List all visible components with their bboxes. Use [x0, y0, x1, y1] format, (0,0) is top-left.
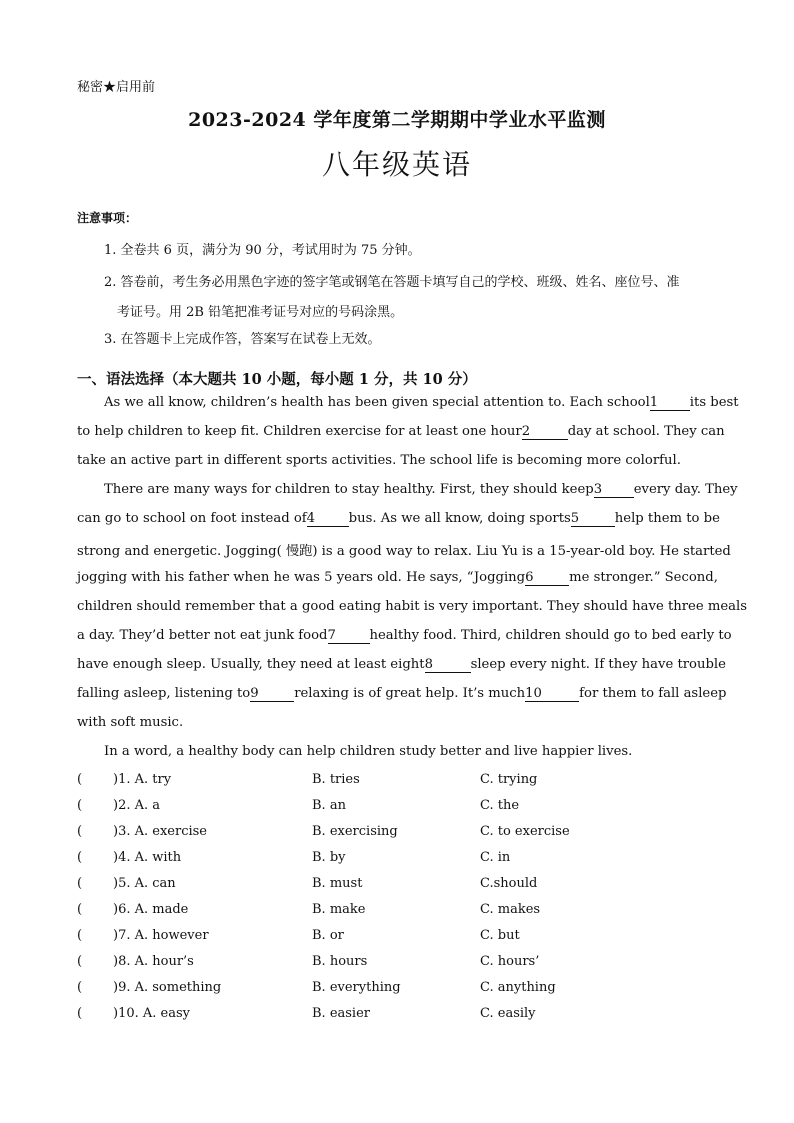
passage-line: take an active part in different sports activities. The school life is becoming more colorful. [77, 453, 681, 468]
blank-2: 2 [522, 425, 568, 440]
option-a: )3. A. exercise [113, 824, 207, 839]
notice-item: 3. 在答题卡上完成作答，答案写在试卷上无效。 [104, 332, 381, 347]
exam-title: 2023-2024 学年度第二学期期中学业水平监测 [188, 109, 606, 131]
answer-paren: ( [77, 954, 83, 969]
option-a: )2. A. a [113, 798, 161, 813]
blank-10: 10 [525, 687, 579, 702]
answer-paren: ( [77, 772, 83, 787]
option-c: C.should [480, 876, 538, 891]
section-heading: 一、语法选择（本大题共 10 小题，每小题 1 分，共 10 分） [77, 371, 477, 388]
option-a: )10. A. easy [113, 1006, 190, 1021]
option-b: B. everything [312, 980, 401, 995]
answer-paren: ( [77, 824, 83, 839]
option-c: C. hours’ [480, 954, 540, 969]
option-a: )1. A. try [113, 772, 172, 787]
exam-subject: 八年级英语 [321, 148, 472, 181]
passage-line: There are many ways for children to stay healthy. First, they should keep3 every day. They [104, 482, 738, 497]
blank-6: 6 [525, 571, 569, 586]
notice-item: 2. 答卷前，考生务必用黑色字迹的签字笔或钢笔在答题卡填写自己的学校、班级、姓名、座位号、准 [104, 275, 680, 290]
option-c: C. anything [480, 980, 556, 995]
blank-4: 4 [307, 512, 349, 527]
answer-paren: ( [77, 1006, 83, 1021]
option-c: C. easily [480, 1006, 536, 1021]
passage-line: In a word, a healthy body can help children study better and live happier lives. [104, 744, 633, 759]
option-b: B. make [312, 902, 366, 917]
notice-heading: 注意事项： [77, 211, 138, 225]
option-b: B. an [312, 798, 346, 813]
option-c: C. to exercise [480, 824, 570, 839]
answer-paren: ( [77, 850, 83, 865]
option-c: C. the [480, 798, 520, 813]
answer-paren: ( [77, 798, 83, 813]
blank-9: 9 [250, 687, 294, 702]
answer-paren: ( [77, 876, 83, 891]
passage-line: with soft music. [77, 715, 184, 730]
blank-5: 5 [571, 512, 615, 527]
blank-1: 1 [650, 396, 690, 411]
passage-line: falling asleep, listening to9 relaxing is of great help. It’s much10 for them to fall asleep [77, 686, 727, 701]
passage-line: have enough sleep. Usually, they need at least eight8 sleep every night. If they have trouble [77, 657, 726, 672]
confidential-label: 秘密★启用前 [77, 80, 156, 95]
option-a: )6. A. made [113, 902, 189, 917]
blank-7: 7 [328, 629, 370, 644]
option-b: B. or [312, 928, 344, 943]
option-b: B. must [312, 876, 363, 891]
option-a: )5. A. can [113, 876, 176, 891]
answer-paren: ( [77, 980, 83, 995]
option-a: )7. A. however [113, 928, 209, 943]
option-b: B. easier [312, 1006, 370, 1021]
option-b: B. by [312, 850, 346, 865]
option-b: B. exercising [312, 824, 398, 839]
passage-line: a day. They’d better not eat junk food7 healthy food. Third, children should go to bed early to [77, 628, 732, 643]
passage-line: to help children to keep fit. Children exercise for at least one hour2 day at school. They can [77, 424, 725, 439]
passage-line: strong and energetic. Jogging( 慢跑) is a good way to relax. Liu Yu is a 15-year-old boy. He started [77, 544, 731, 559]
option-b: B. tries [312, 772, 360, 787]
blank-8: 8 [425, 658, 471, 673]
option-c: C. makes [480, 902, 541, 917]
option-c: C. in [480, 850, 511, 865]
answer-paren: ( [77, 928, 83, 943]
option-a: )9. A. something [113, 980, 222, 995]
passage-line: can go to school on foot instead of4 bus. As we all know, doing sports5 help them to be [77, 511, 720, 526]
passage-line: jogging with his father when he was 5 years old. He says, “Jogging6 me stronger.” Second, [77, 570, 718, 585]
notice-item: 1. 全卷共 6 页，满分为 90 分，考试用时为 75 分钟。 [104, 243, 421, 258]
option-c: C. trying [480, 772, 538, 787]
option-c: C. but [480, 928, 520, 943]
option-a: )8. A. hour’s [113, 954, 194, 969]
option-a: )4. A. with [113, 850, 182, 865]
blank-3: 3 [594, 483, 634, 498]
passage-line: As we all know, children’s health has been given special attention to. Each school1 its best [104, 395, 739, 410]
passage-line: children should remember that a good eating habit is very important. They should have three meals [77, 599, 747, 614]
notice-item-continued: 考证号。用 2B 铅笔把准考证号对应的号码涂黑。 [117, 305, 404, 320]
option-b: B. hours [312, 954, 368, 969]
answer-paren: ( [77, 902, 83, 917]
